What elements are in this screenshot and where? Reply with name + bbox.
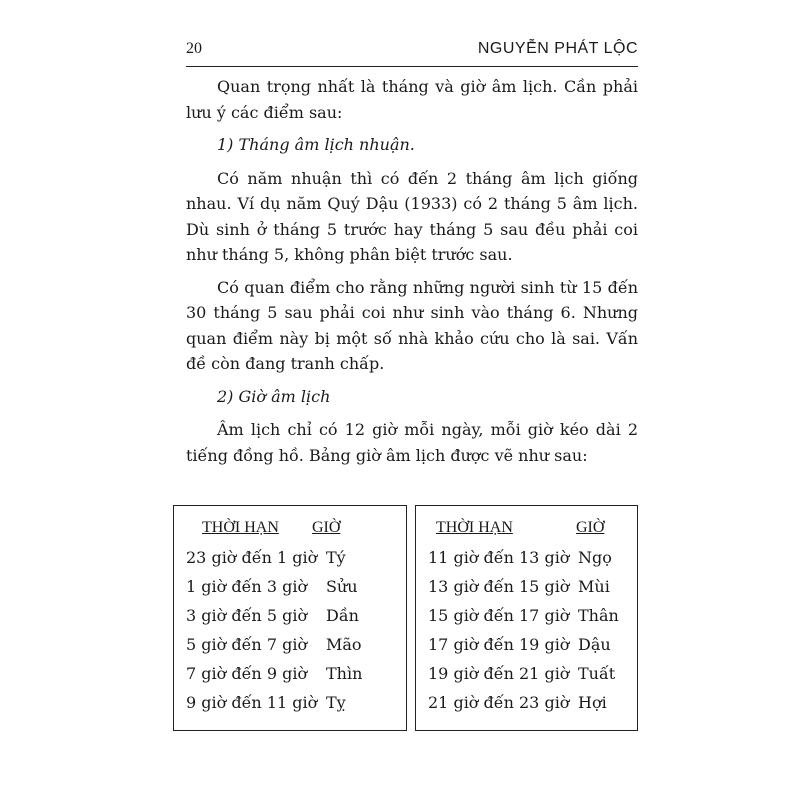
hour-name-cell: Dậu: [578, 635, 611, 654]
hour-name-cell: Thìn: [326, 664, 363, 683]
time-range-cell: 19 giờ đến 21 giờ: [428, 664, 570, 683]
hour-name-cell: Mão: [326, 635, 362, 654]
table-row: [416, 664, 637, 688]
table-row: [174, 664, 406, 688]
hour-name-cell: Hợi: [578, 693, 607, 712]
paragraph: Có năm nhuận thì có đến 2 tháng âm lịch giống nhau. Ví dụ năm Quý Dậu (1933) có 2 tháng 5 âm lịch. Dù sinh ở tháng 5 trước hay tháng 5 sau đều phải coi như tháng 5, không phân biệt trước sau.: [186, 168, 638, 264]
paragraph: Quan trọng nhất là tháng và giờ âm lịch. Cần phải lưu ý các điểm sau:: [186, 77, 638, 122]
time-range-cell: 7 giờ đến 9 giờ: [186, 664, 308, 683]
column-header-hour: GIỜ: [312, 519, 341, 536]
table-row: [416, 635, 637, 659]
time-range-cell: 11 giờ đến 13 giờ: [428, 548, 570, 567]
time-range-cell: 17 giờ đến 19 giờ: [428, 635, 570, 654]
hour-name-cell: Tý: [326, 548, 346, 567]
time-range-cell: 15 giờ đến 17 giờ: [428, 606, 570, 625]
hour-name-cell: Dần: [326, 606, 359, 625]
hour-name-cell: Ngọ: [578, 548, 612, 567]
table-header: [416, 519, 637, 543]
time-range-cell: 3 giờ đến 5 giờ: [186, 606, 308, 625]
table-header: [174, 519, 406, 543]
table-row: [174, 606, 406, 630]
hour-name-cell: Sửu: [326, 577, 358, 596]
paragraph: Có quan điểm cho rằng những người sinh từ 15 đến 30 tháng 5 sau phải coi như sinh vào tháng 6. Nhưng quan điểm này bị một số nhà khảo cứu cho là sai. Vấn đề còn đang tranh chấp.: [186, 277, 638, 373]
hour-name-cell: Tỵ: [326, 693, 346, 712]
hour-name-cell: Thân: [578, 606, 619, 625]
time-table-right: [415, 505, 638, 731]
table-row: [174, 577, 406, 601]
time-range-cell: 9 giờ đến 11 giờ: [186, 693, 318, 712]
table-row: [416, 548, 637, 572]
table-row: [416, 606, 637, 630]
running-title: NGUYỄN PHÁT LỘC: [477, 40, 638, 57]
section-heading: 1) Tháng âm lịch nhuận.: [217, 135, 415, 154]
column-header-period: THỜI HẠN: [202, 519, 279, 536]
table-row: [416, 693, 637, 717]
paragraph: Âm lịch chỉ có 12 giờ mỗi ngày, mỗi giờ kéo dài 2 tiếng đồng hồ. Bảng giờ âm lịch được vẽ như sau:: [186, 420, 638, 465]
column-header-period: THỜI HẠN: [436, 519, 513, 536]
time-range-cell: 13 giờ đến 15 giờ: [428, 577, 570, 596]
time-range-cell: 1 giờ đến 3 giờ: [186, 577, 308, 596]
time-range-cell: 23 giờ đến 1 giờ: [186, 548, 318, 567]
hour-name-cell: Mùi: [578, 577, 610, 596]
hour-name-cell: Tuất: [578, 664, 616, 683]
time-range-cell: 5 giờ đến 7 giờ: [186, 635, 308, 654]
page-number: 20: [186, 40, 202, 57]
time-range-cell: 21 giờ đến 23 giờ: [428, 693, 570, 712]
body-text: [186, 74, 638, 475]
table-row: [174, 635, 406, 659]
time-table-left: [173, 505, 407, 731]
table-row: [174, 693, 406, 717]
page-header: [186, 36, 638, 67]
table-row: [416, 577, 637, 601]
table-row: [174, 548, 406, 572]
column-header-hour: GIỜ: [576, 519, 605, 536]
section-heading: 2) Giờ âm lịch: [217, 386, 331, 406]
